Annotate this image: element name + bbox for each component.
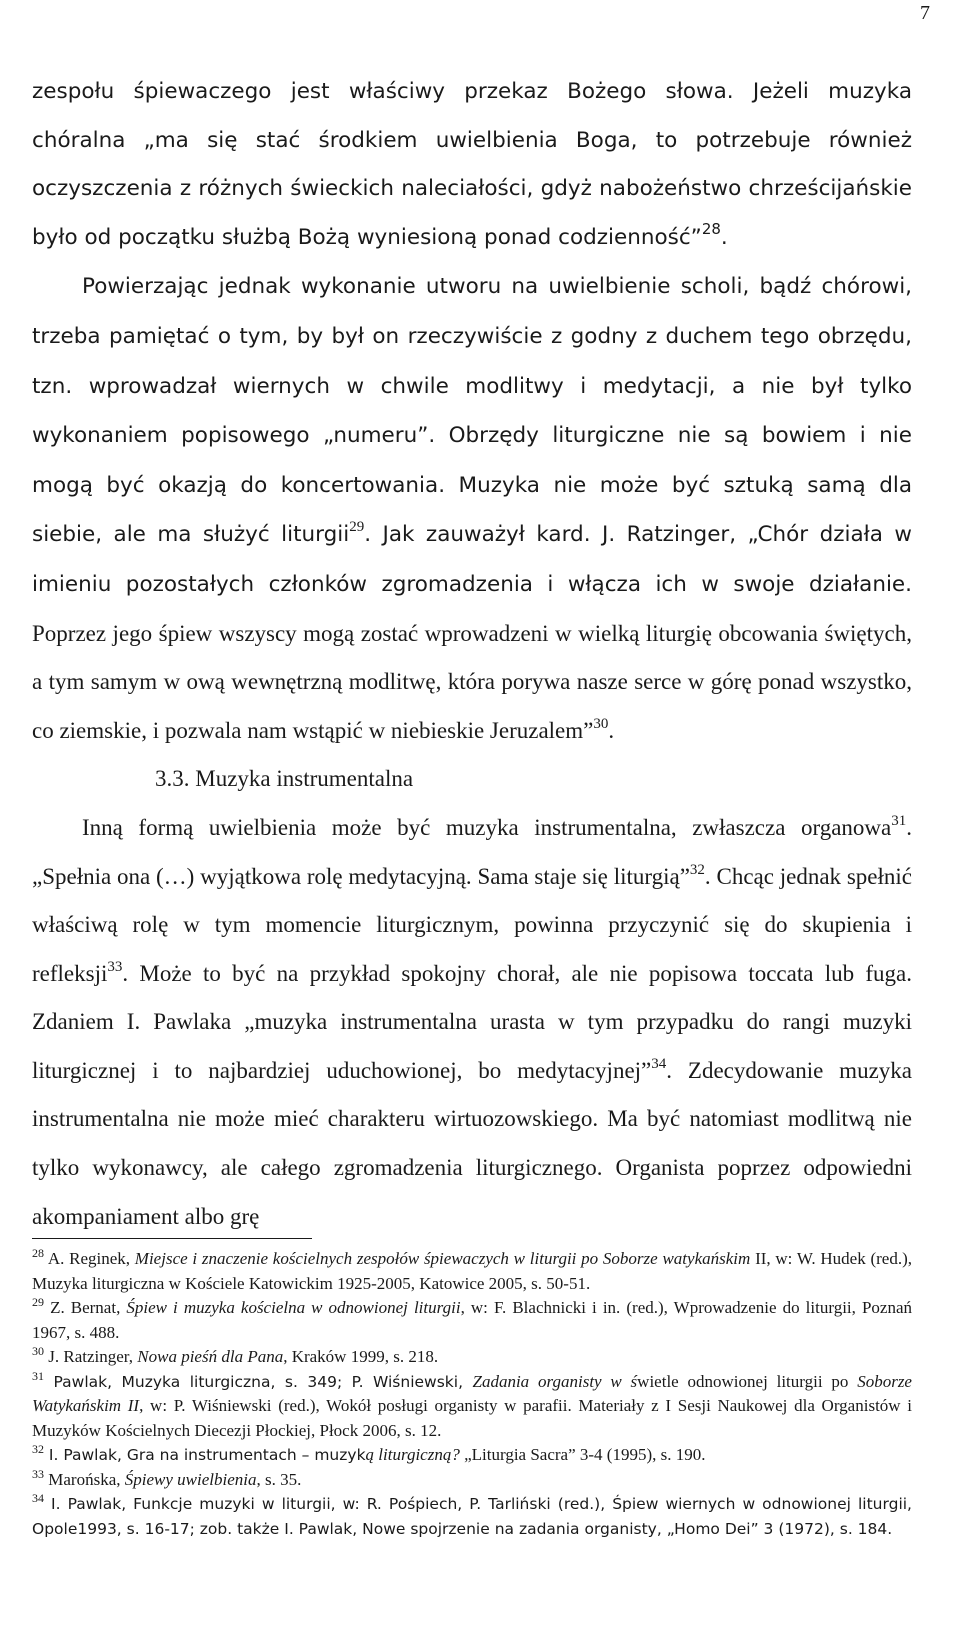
footnote-text: Marońska,	[44, 1469, 125, 1489]
footnote-title: Nowa pieśń dla Pana	[137, 1347, 284, 1366]
footnote-ref-30[interactable]: 30	[593, 715, 609, 732]
footnotes	[32, 1238, 912, 1541]
footnote-33	[32, 1468, 912, 1493]
footnote-28	[32, 1247, 912, 1296]
paragraph-2-end: .	[608, 717, 615, 743]
footnote-text: , s. 35.	[256, 1469, 302, 1489]
footnote-text: , w: P. Wiśniewski (red.), Wokół posługi organisty w parafii. Materiały z I Sesji Naukowej dla Organistów i Muzyków Kościelnych Diecezji Płockiej, Płock 2006, s. 12.	[32, 1396, 912, 1440]
footnote-number: 28	[32, 1246, 44, 1260]
footnote-ref-32[interactable]: 32	[689, 861, 705, 878]
section-heading: 3.3. Muzyka instrumentalna	[155, 766, 414, 792]
body-text	[32, 68, 912, 1241]
footnote-ref-28[interactable]: 28	[701, 219, 721, 238]
paragraph-3-part-c: . Chcąc jednak spełnić właściwą rolę w tym momencie liturgicznym, powinna przyczynić się do skupienia i refleksji	[32, 863, 913, 986]
footnote-title: Zadania organisty w ś	[472, 1371, 638, 1391]
footnote-text: A. Reginek,	[44, 1249, 135, 1268]
footnote-text: , w: F. Blachnicki i in. (red.), Wprowadzenie do liturgii, Poznań 1967, s. 488.	[32, 1298, 912, 1342]
paragraph-2-part-a: Powierzając jednak wykonanie utworu na uwielbienie scholi, bądź chórowi, trzeba pamiętać o tym, by był on rzeczywiście z godny z duchem tego obrzędu, tzn. wprowadzał wiernych w chwile modlitwy i medytacji, a nie był tylko wykonaniem popisowego „numeru”. Obrzędy liturgiczne nie są bowiem i nie mogą być okazją do koncertowania. Muzyka nie może być sztuką samą dla siebie, ale ma służyć liturgii	[32, 274, 912, 548]
footnote-number: 32	[32, 1442, 44, 1456]
page-number: 7	[920, 2, 930, 24]
footnote-text: wietle odnowionej liturgii po	[637, 1371, 858, 1391]
footnote-number: 31	[32, 1368, 44, 1383]
footnote-text: , Kraków 1999, s. 218.	[283, 1347, 439, 1366]
footnote-ref-31[interactable]: 31	[891, 812, 907, 829]
footnote-34	[32, 1492, 912, 1541]
footnote-title: ą liturgiczną?	[365, 1445, 460, 1464]
footnote-number: 30	[32, 1344, 44, 1358]
footnote-number: 34	[32, 1491, 44, 1505]
footnote-text: I. Pawlak, Funkcje muzyki w liturgii, w: R. Pośpiech, P. Tarliński (red.), Śpiew wiernych w odnowionej liturgii, Opole1993, s. 16-17; zob. także I. Pawlak, Nowe spojrzenie na zadania organisty, „Homo Dei” 3 (1972), s. 184.	[32, 1495, 912, 1538]
paragraph-1	[32, 68, 912, 262]
paragraph-2-part-b: . Jak zauważył kard. J. Ratzinger, „Chór działa w imieniu pozostałych członków zgromadzenia i włącza ich w swoje działanie.	[32, 522, 913, 597]
footnote-text: I. Pawlak, Gra na instrumentach – muzyk	[44, 1446, 366, 1464]
footnote-title: Miejsce i znaczenie kościelnych zespołów śpiewaczych w liturgii po Soborze watykańskim	[134, 1249, 751, 1268]
footnote-title: Śpiewy uwielbienia	[124, 1469, 257, 1489]
paragraph-3-part-d: . Może to być na przykład spokojny chorał, ale nie popisowa toccata lub fuga. Zdaniem I. Pawlaka „muzyka instrumentalna urasta w tym przypadku do rangi muzyki liturgicznej i to najbardziej uduchowionej, bo medytacyjnej”	[32, 960, 912, 1083]
footnote-text: Z. Bernat,	[44, 1298, 127, 1317]
footnote-text: II, w: W. Hudek (red.), Muzyka liturgiczna w Kościele Katowickim 1925-2005, Katowice 2005, s. 50-51.	[32, 1249, 912, 1293]
paragraph-1-text: zespołu śpiewaczego jest właściwy przekaz Bożego słowa. Jeżeli muzyka chóralna „ma się stać środkiem uwielbienia Boga, to potrzebuje również oczyszczenia z różnych świeckich naleciałości, gdyż nabożeństwo chrześcijańskie było od początku służbą Bożą wyniesioną ponad codzienność”	[32, 79, 912, 250]
footnote-text: „Liturgia Sacra” 3-4 (1995), s. 190.	[459, 1445, 706, 1464]
footnote-30	[32, 1345, 912, 1370]
paragraph-1-end: .	[720, 224, 728, 250]
paragraph-3-part-a: Inną formą uwielbienia może być muzyka instrumentalna, zwłaszcza organowa	[82, 814, 892, 840]
footnote-number: 29	[32, 1295, 44, 1309]
footnote-ref-34[interactable]: 34	[651, 1055, 667, 1072]
paragraph-3-part-b: . „Spełnia ona (…) wyjątkowa rolę medytacyjną. Sama staje się liturgią”	[32, 814, 912, 889]
footnote-title: Soborze Watykańskim II	[32, 1371, 912, 1415]
paragraph-3-part-e: . Zdecydowanie muzyka instrumentalna nie może mieć charakteru wirtuozowskiego. Ma być natomiast modlitwą nie tylko wykonawcy, ale całego zgromadzenia liturgicznego. Organista poprzez odpowiedni akompaniament albo grę	[32, 1057, 912, 1229]
footnote-32	[32, 1443, 912, 1468]
footnote-29	[32, 1296, 912, 1345]
footnote-number: 33	[32, 1466, 44, 1481]
paragraph-2	[32, 262, 912, 755]
footnote-ref-29[interactable]: 29	[349, 519, 365, 536]
footnote-31	[32, 1370, 912, 1444]
footnote-text: Pawlak, Muzyka liturgiczna, s. 349; P. Wiśniewski,	[44, 1372, 473, 1391]
footnote-title: Śpiew i muzyka kościelna w odnowionej liturgii	[126, 1298, 461, 1317]
footnote-ref-33[interactable]: 33	[107, 958, 123, 975]
paragraph-3	[32, 804, 912, 1241]
paragraph-2-part-c: Poprzez jego śpiew wszyscy mogą zostać wprowadzeni w wielką liturgię obcowania świętych, a tym samym w ową wewnętrzną modlitwę, która porywa nasze serce w górę ponad wszystko, co ziemskie, i pozwala nam wstąpić w niebieskie Jeruzalem”	[32, 620, 912, 743]
footnote-text: J. Ratzinger,	[44, 1347, 138, 1366]
footnote-divider	[32, 1238, 312, 1239]
